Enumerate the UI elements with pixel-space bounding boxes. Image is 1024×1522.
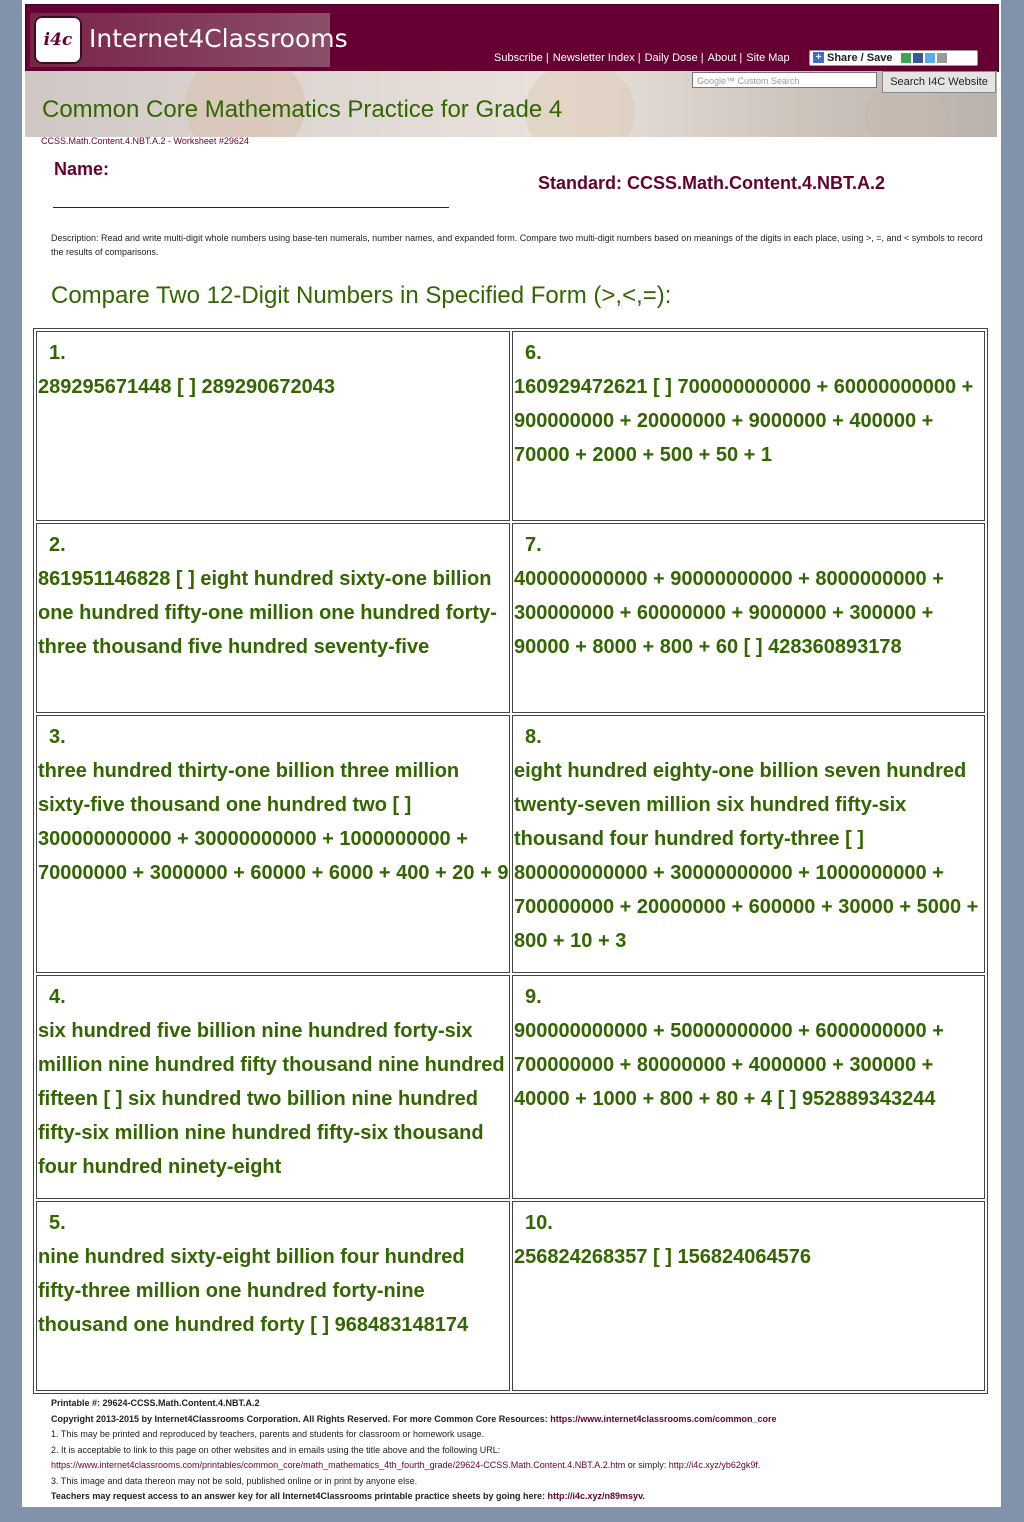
breadcrumb: CCSS.Math.Content.4.NBT.A.2 - Worksheet #29624 [41, 136, 249, 146]
problem-cell-5 [36, 1201, 510, 1391]
nav-link-about[interactable]: About [707, 52, 737, 64]
page-title: Common Core Mathematics Practice for Grade 4 [42, 96, 563, 123]
problem-cell-10 [512, 1201, 985, 1391]
problem-cell-7 [512, 523, 985, 713]
footer-short-url[interactable]: http://i4c.xyz/yb62gk9f [668, 1460, 758, 1470]
problem-cell-4 [36, 975, 510, 1199]
problem-text: 400000000000 + 90000000000 + 8000000000 + 300000000 + 60000000 + 9000000 + 300000 + 90000 + 8000 + 800 + 60 [ ] 428360893178 [514, 568, 944, 658]
twitter-share-icon[interactable] [925, 53, 935, 63]
problem-text: nine hundred sixty-eight billion four hundred fifty-three million one hundred forty-nine thousand one hundred forty [ ] 968483148174 [38, 1246, 469, 1336]
search-input[interactable]: Google™ Custom Search [692, 72, 877, 88]
problem-number: 1. [49, 342, 66, 364]
email-share-icon[interactable] [901, 53, 911, 63]
problem-number: 8. [525, 726, 542, 748]
footer-answer-key [51, 1489, 991, 1505]
footer-answer-key-end: . [642, 1491, 645, 1501]
footer-url-line [51, 1458, 991, 1474]
site-logo[interactable] [30, 13, 348, 67]
footer-note-3: 3. This image and data thereon may not be sold, published online or in print by anyone else. [51, 1475, 418, 1486]
footer-long-url[interactable]: https://www.internet4classrooms.com/printables/common_core/math_mathematics_4th_fourth_grade/29624-CCSS.Math.Content.4.NBT.A.2.htm [51, 1460, 626, 1470]
nav-link-subscribe[interactable]: Subscribe [494, 52, 543, 64]
description: Description: Read and write multi-digit whole numbers using base-ten numerals, number names, and expanded form. Compare two multi-digit numbers based on meanings of the digits in each place, using >, =, and < symbols to record the results of comparisons. [51, 233, 983, 257]
nav-link-newsletter-index[interactable]: Newsletter Index [552, 52, 635, 64]
top-nav: Subscribe | Newsletter Index | Daily Dose | About | Site Map [494, 52, 790, 64]
problem-cell-8 [512, 715, 985, 973]
more-share-icon[interactable] [937, 53, 947, 63]
share-plus-icon: + [813, 52, 824, 63]
problem-cell-2 [36, 523, 510, 713]
problem-text: six hundred five billion nine hundred forty-six million nine hundred fifty thousand nine hundred fifteen [ ] six hundred two billion nine hundred fifty-six million nine hundred fifty-six thousand four hundred ninety-eight [38, 1020, 505, 1178]
footer-url-or: or simply: [625, 1460, 669, 1470]
footer-copyright [51, 1412, 991, 1428]
problem-cell-6 [512, 331, 985, 521]
problem-cell-3 [36, 715, 510, 973]
problem-number: 10. [525, 1212, 553, 1234]
nav-link-site-map[interactable]: Site Map [746, 52, 790, 64]
footer [51, 1396, 991, 1505]
facebook-share-icon[interactable] [913, 53, 923, 63]
search-button[interactable]: Search I4C Website [882, 71, 996, 93]
name-label: Name: [54, 159, 110, 179]
footer-printable-id: Printable #: 29624-CCSS.Math.Content.4.NBT.A.2 [51, 1398, 260, 1408]
footer-note-1: 1. This may be printed and reproduced by teachers, parents and students for classroom or homework usage. [51, 1429, 485, 1439]
standard-label: Standard: CCSS.Math.Content.4.NBT.A.2 [538, 173, 886, 193]
problem-text: three hundred thirty-one billion three million sixty-five thousand one hundred two [ ] 300000000000 + 30000000000 + 1000000000 + 70000000 + 3000000 + 60000 + 6000 + 400 + 20 + 9 [38, 760, 509, 884]
problem-grid [33, 328, 988, 1394]
footer-answer-key-text: Teachers may request access to an answer key for all Internet4Classrooms printable practice sheets by going here: [51, 1491, 548, 1501]
problem-number: 9. [525, 986, 542, 1008]
footer-common-core-link[interactable]: https://www.internet4classrooms.com/common_core [550, 1413, 777, 1424]
site-header [25, 4, 999, 72]
problem-cell-1 [36, 331, 510, 521]
problem-text: 289295671448 [ ] 289290672043 [38, 376, 335, 398]
problem-text: 256824268357 [ ] 156824064576 [514, 1246, 811, 1268]
problem-text: 160929472621 [ ] 700000000000 + 60000000000 + 900000000 + 20000000 + 9000000 + 400000 + 70000 + 2000 + 500 + 50 + 1 [514, 376, 974, 466]
problem-number: 6. [525, 342, 542, 364]
share-save-label: Share / Save [827, 52, 893, 64]
nav-link-daily-dose[interactable]: Daily Dose [644, 52, 698, 64]
worksheet-page [22, 0, 1001, 1507]
name-line [53, 207, 449, 208]
problem-cell-9 [512, 975, 985, 1199]
footer-answer-key-link[interactable]: http://i4c.xyz/n89msyv [547, 1491, 643, 1501]
footer-copyright-text: Copyright 2013-2015 by Internet4Classrooms Corporation. All Rights Reserved. For more Common Core Resources: [51, 1413, 551, 1424]
section-title: Compare Two 12-Digit Numbers in Specified Form (>,<,=): [51, 282, 672, 309]
problem-number: 3. [49, 726, 66, 748]
share-save-button[interactable] [809, 50, 978, 66]
problem-number: 5. [49, 1212, 66, 1234]
problem-number: 2. [49, 534, 66, 556]
footer-note-2: 2. It is acceptable to link to this page on other websites and in emails using the title above and the following URL: [51, 1444, 501, 1455]
footer-url-end: . [757, 1460, 761, 1470]
problem-text: 861951146828 [ ] eight hundred sixty-one billion one hundred fifty-one million one hundred forty-three thousand five hundred seventy-five [38, 568, 497, 658]
logo-text: Internet4Classrooms [89, 24, 348, 53]
problem-text: 900000000000 + 50000000000 + 6000000000 + 700000000 + 80000000 + 4000000 + 300000 + 40000 + 1000 + 800 + 80 + 4 [ ] 952889343244 [514, 1020, 944, 1110]
problem-number: 7. [525, 534, 542, 556]
problem-text: eight hundred eighty-one billion seven hundred twenty-seven million six hundred fifty-six thousand four hundred forty-three [ ] 800000000000 + 30000000000 + 1000000000 + 700000000 + 20000000 + 600000 + 30000 + 5000 + 800 + 10 + 3 [514, 760, 979, 952]
problem-number: 4. [49, 986, 66, 1008]
logo-icon: i4c [34, 16, 82, 64]
